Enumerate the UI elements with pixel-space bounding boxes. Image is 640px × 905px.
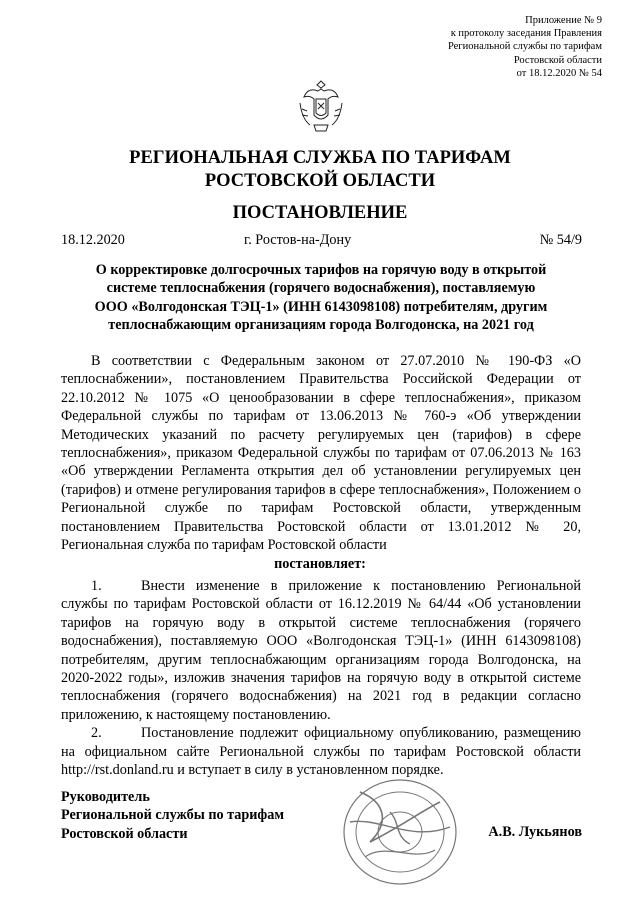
item-number: 1. (91, 578, 102, 594)
signer-title-line: Ростовской области (61, 825, 188, 842)
decree-item (61, 577, 581, 724)
signer-title-line: Региональной службы по тарифам (61, 807, 285, 824)
decree-items (61, 577, 581, 779)
organization-line: РЕГИОНАЛЬНАЯ СЛУЖБА ПО ТАРИФАМ (129, 148, 511, 168)
document-city: г. Ростов-на-Дону (244, 232, 352, 248)
attachment-line: от 18.12.2020 № 54 (516, 67, 602, 79)
organization-line: РОСТОВСКОЙ ОБЛАСТИ (204, 171, 436, 191)
signer-name: А.В. Лукьянов (488, 824, 582, 840)
document-type: ПОСТАНОВЛЕНИЕ (232, 203, 408, 223)
item-number: 2. (91, 725, 102, 742)
official-stamp-icon (330, 772, 468, 890)
item-text: Постановление подлежит официальному опубликованию, размещению на официальном сайте Региональной службы по тарифам Ростовской области http://rst.donland.ru и вступает в силу в установленном порядке. (61, 725, 581, 779)
attachment-note (448, 14, 602, 80)
item-text: Внести изменение в приложение к постановлению Региональной службы по тарифам Ростовской области от 16.12.2019 № 64/44 «Об установлении тарифов на горячую воду в открытой системе теплоснабжения (горячего водоснабжения), поставляемую ООО «Волгодонская ТЭЦ-1» (ИНН 6143098108) потребителям, другим теплоснабжающим организациям города Волгодонска, на 2020-2022 годы», изложив значения тарифов на горячую воду в открытой системе теплоснабжения (горячего водоснабжения) на 2021 год в редакции согласно приложению, к настоящему постановлению. (61, 578, 581, 723)
attachment-line: к протоколу заседания Правления (450, 28, 602, 40)
document-number: № 54/9 (539, 232, 582, 248)
preamble-paragraph: В соответствии с Федеральным законом от 27.07.2010 № 190-ФЗ «О теплоснабжении», постановлением Правительства Российской Федерации от 22.10.2012 № 1075 «О ценообразовании в сфере теплоснабжения», приказом Федеральной службы по тарифам от 13.06.2013 № 760-э «Об утверждении Методических указаний по расчету регулируемых цен (тарифов) в сфере теплоснабжения», приказом Федеральной службы по тарифам от 07.06.2013 № 163 «Об утверждении Регламента открытия дел об установлении регулируемых цен (тарифов) и отмене регулирования тарифов в сфере теплоснабжения», Положением о Региональной службе по тарифам Ростовской области, утвержденным постановлением Правительства Ростовской области от 13.01.2012 № 20, Региональная служба по тарифам Ростовской области (61, 353, 581, 554)
decree-item (61, 724, 581, 779)
document-subject (78, 261, 564, 334)
subject-line: системе теплоснабжения (горячего водоснабжения), поставляемую (106, 280, 536, 297)
decree-word: постановляет: (274, 556, 366, 572)
document-date: 18.12.2020 (61, 232, 125, 248)
signer-title (61, 788, 284, 843)
organization-name (0, 147, 640, 193)
subject-line: ООО «Волгодонская ТЭЦ-1» (ИНН 6143098108) потребителям, другим (94, 298, 548, 315)
coat-of-arms-icon (298, 75, 344, 135)
attachment-line: Приложение № 9 (525, 15, 602, 26)
subject-line: теплоснабжающим организациям города Волгодонска, на 2021 год (108, 316, 534, 333)
signer-title-line: Руководитель (61, 789, 150, 805)
attachment-line: Региональной службы по тарифам (447, 41, 602, 53)
subject-line: О корректировке долгосрочных тарифов на горячую воду в открытой (95, 262, 547, 278)
attachment-line: Ростовской области (513, 54, 602, 66)
